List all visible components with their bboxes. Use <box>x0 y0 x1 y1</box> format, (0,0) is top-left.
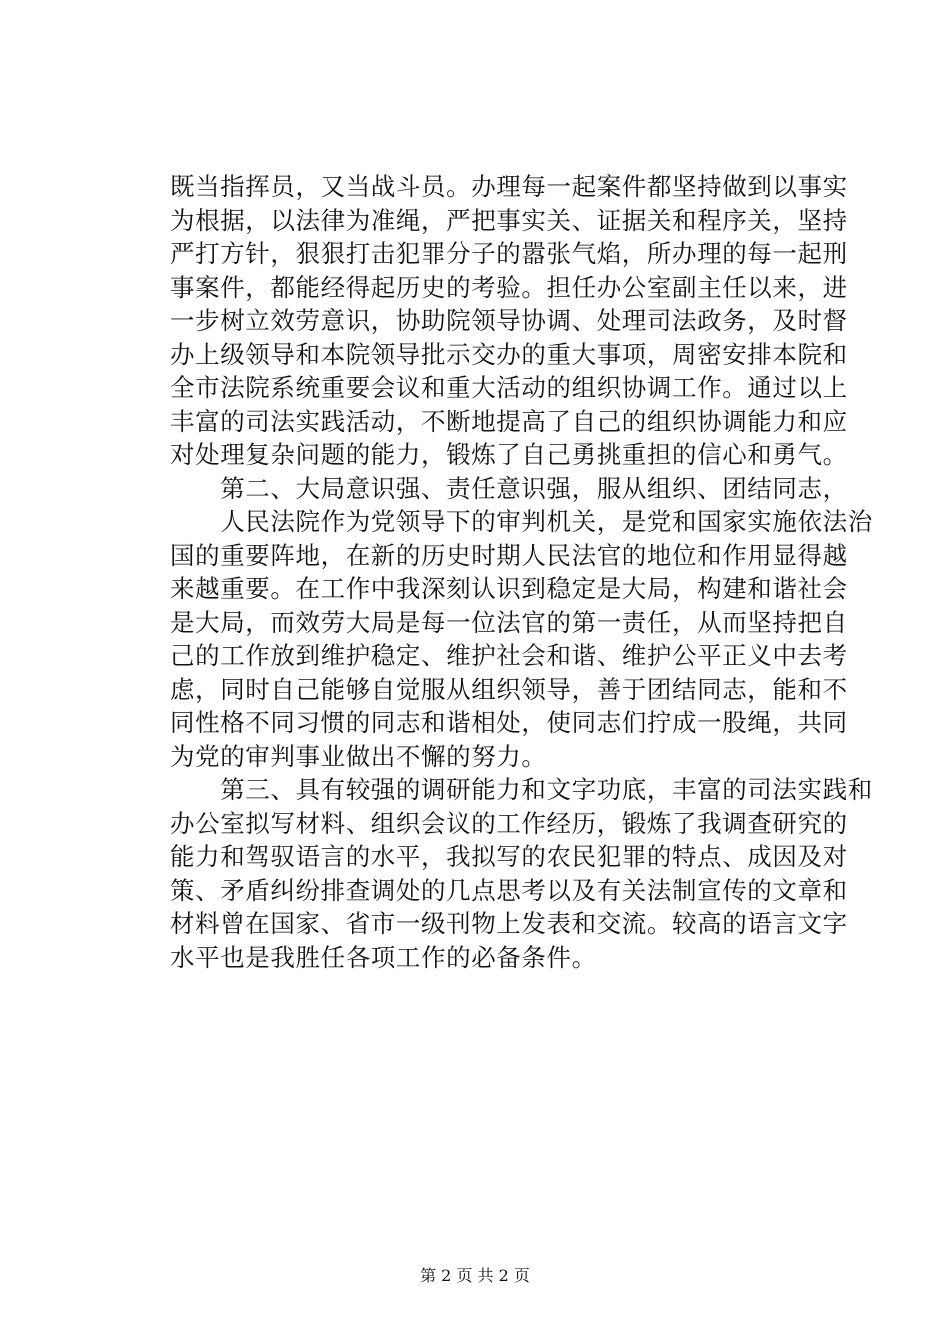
text-line: 为根据，以法律为准绳，严把事实关、证据关和程序关，坚持 <box>170 205 848 235</box>
text-line: 己的工作放到维护稳定、维护社会和谐、维护公平正义中去考 <box>170 641 848 670</box>
text-line: 材料曾在国家、省市一级刊物上发表和交流。较高的语言文字 <box>170 909 848 938</box>
text-line: 国的重要阵地，在新的历史时期人民法官的地位和作用显得越 <box>170 540 848 570</box>
text-line: 全市法院系统重要会议和重大活动的组织协调工作。通过以上 <box>170 373 848 402</box>
section-heading-line: 第二、大局意识强、责任意识强，服从组织、团结同志， <box>170 473 848 503</box>
page-number-footer: 第 2 页 共 2 页 <box>420 1266 530 1285</box>
text-line: 严打方针，狠狠打击犯罪分子的嚣张气焰，所办理的每一起刑 <box>170 239 848 268</box>
text-line: 为党的审判事业做出不懈的努力。 <box>170 741 547 771</box>
text-line: 丰富的司法实践活动，不断地提高了自己的组织协调能力和应 <box>170 406 848 436</box>
text-line: 办公室拟写材料、组织会议的工作经历，锻炼了我调查研究的 <box>170 808 848 838</box>
text-line: 人民法院作为党领导下的审判机关，是党和国家实施依法治 <box>170 507 873 536</box>
body-text <box>170 170 873 974</box>
text-line: 是大局，而效劳大局是每一位法官的第一责任，从而坚持把自 <box>170 607 848 637</box>
section-heading-line: 第三、具有较强的调研能力和文字功底，丰富的司法实践和 <box>170 775 873 804</box>
text-line: 虑，同时自己能够自觉服从组织领导，善于团结同志，能和不 <box>170 674 848 704</box>
text-line: 来越重要。在工作中我深刻认识到稳定是大局，构建和谐社会 <box>170 574 848 603</box>
text-line: 事案件，都能经得起历史的考验。担任办公室副主任以来，进 <box>170 272 848 302</box>
text-line: 办上级领导和本院领导批示交办的重大事项，周密安排本院和 <box>170 339 848 369</box>
text-line: 一步树立效劳意识，协助院领导协调、处理司法政务，及时督 <box>170 306 848 335</box>
text-line: 对处理复杂问题的能力，锻炼了自己勇挑重担的信心和勇气。 <box>170 440 848 469</box>
text-line: 既当指挥员，又当战斗员。办理每一起案件都坚持做到以事实 <box>170 172 848 201</box>
text-line: 水平也是我胜任各项工作的必备条件。 <box>170 942 597 972</box>
text-line: 同性格不同习惯的同志和谐相处，使同志们拧成一股绳，共同 <box>170 708 848 737</box>
text-line: 能力和驾驭语言的水平，我拟写的农民犯罪的特点、成因及对 <box>170 842 848 871</box>
text-line: 策、矛盾纠纷排查调处的几点思考以及有关法制宣传的文章和 <box>170 875 848 905</box>
